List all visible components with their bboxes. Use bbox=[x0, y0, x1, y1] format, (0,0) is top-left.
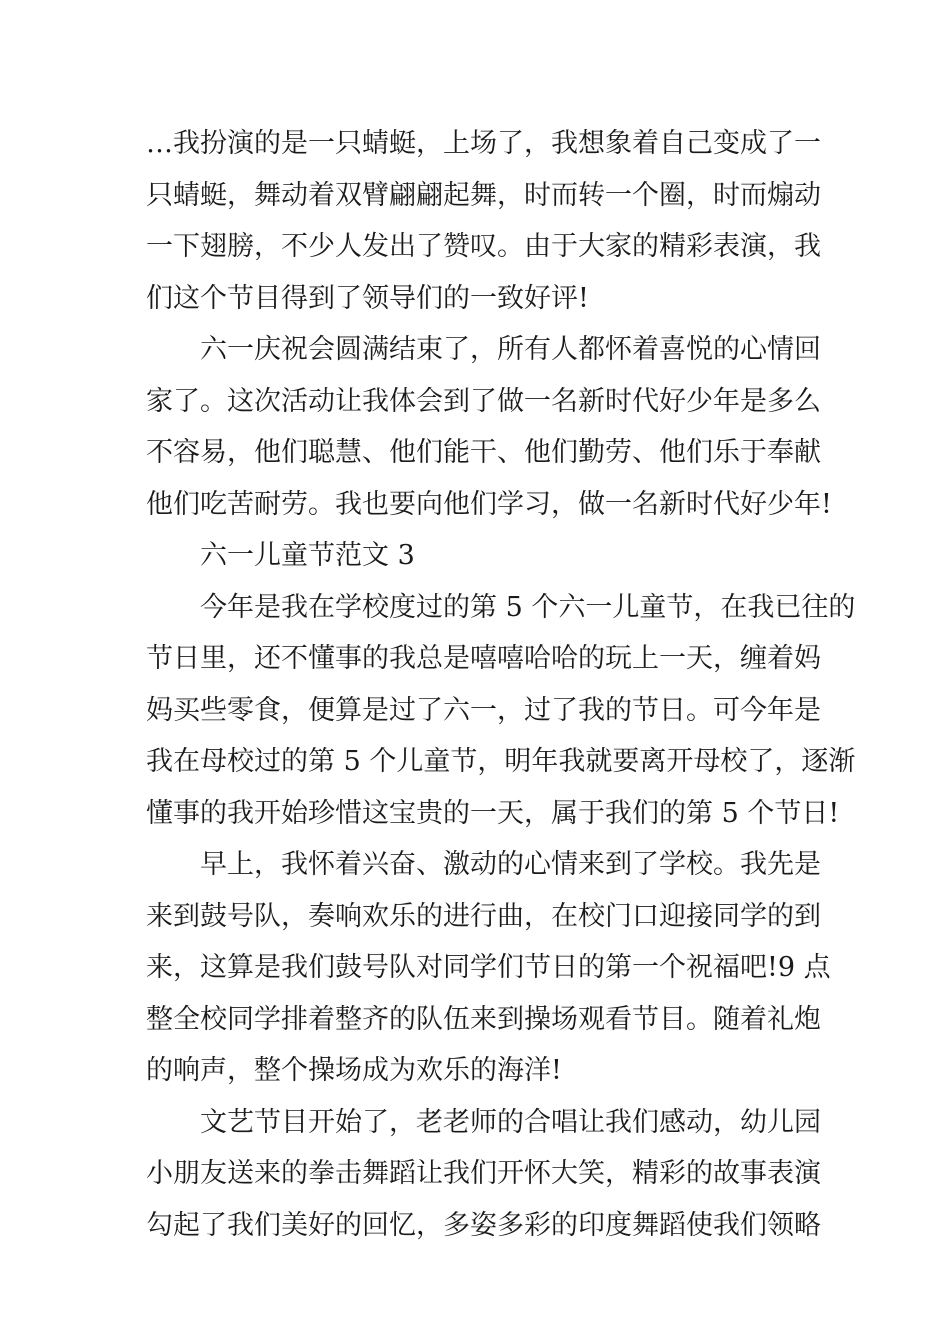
text-line: 整全校同学排着整齐的队伍来到操场观看节目。随着礼炮 bbox=[146, 1003, 821, 1035]
text-line: 勾起了我们美好的回忆，多姿多彩的印度舞蹈使我们领略 bbox=[146, 1209, 821, 1241]
text-line: …我扮演的是一只蜻蜓，上场了，我想象着自己变成了一 bbox=[146, 128, 821, 159]
text-line: 节日里，还不懂事的我总是嘻嘻哈哈的玩上一天，缠着妈 bbox=[146, 643, 821, 674]
text-line: 不容易，他们聪慧、他们能干、他们勤劳、他们乐于奉献 bbox=[146, 437, 821, 468]
text-line: 早上，我怀着兴奋、激动的心情来到了学校。我先是 bbox=[200, 849, 821, 880]
text-line: 六一儿童节范文 3 bbox=[200, 540, 415, 571]
document-body bbox=[146, 118, 856, 1251]
text-line: 们这个节目得到了领导们的一致好评! bbox=[146, 282, 589, 314]
text-line: 妈买些零食，便算是过了六一，过了我的节日。可今年是 bbox=[146, 694, 821, 726]
text-line: 他们吃苦耐劳。我也要向他们学习，做一名新时代好少年! bbox=[146, 488, 832, 520]
text-line: 我在母校过的第 5 个儿童节，明年我就要离开母校了，逐渐 bbox=[146, 746, 856, 777]
text-line: 懂事的我开始珍惜这宝贵的一天，属于我们的第 5 个节日! bbox=[146, 797, 840, 829]
text-line: 来，这算是我们鼓号队对同学们节日的第一个祝福吧!9 点 bbox=[146, 952, 831, 983]
text-line: 的响声，整个操场成为欢乐的海洋! bbox=[146, 1055, 562, 1086]
text-line: 今年是我在学校度过的第 5 个六一儿童节，在我已往的 bbox=[200, 591, 856, 623]
text-line: 家了。这次活动让我体会到了做一名新时代好少年是多么 bbox=[146, 385, 821, 417]
text-line: 来到鼓号队，奏响欢乐的进行曲，在校门口迎接同学的到 bbox=[146, 900, 821, 932]
text-line: 只蜻蜓，舞动着双臂翩翩起舞，时而转一个圈，时而煽动 bbox=[146, 179, 821, 211]
text-line: 文艺节目开始了，老老师的合唱让我们感动，幼儿园 bbox=[200, 1106, 821, 1138]
text-line: 六一庆祝会圆满结束了，所有人都怀着喜悦的心情回 bbox=[200, 334, 821, 365]
text-line: 小朋友送来的拳击舞蹈让我们开怀大笑，精彩的故事表演 bbox=[146, 1158, 821, 1189]
text-line: 一下翅膀，不少人发出了赞叹。由于大家的精彩表演，我 bbox=[146, 231, 821, 262]
